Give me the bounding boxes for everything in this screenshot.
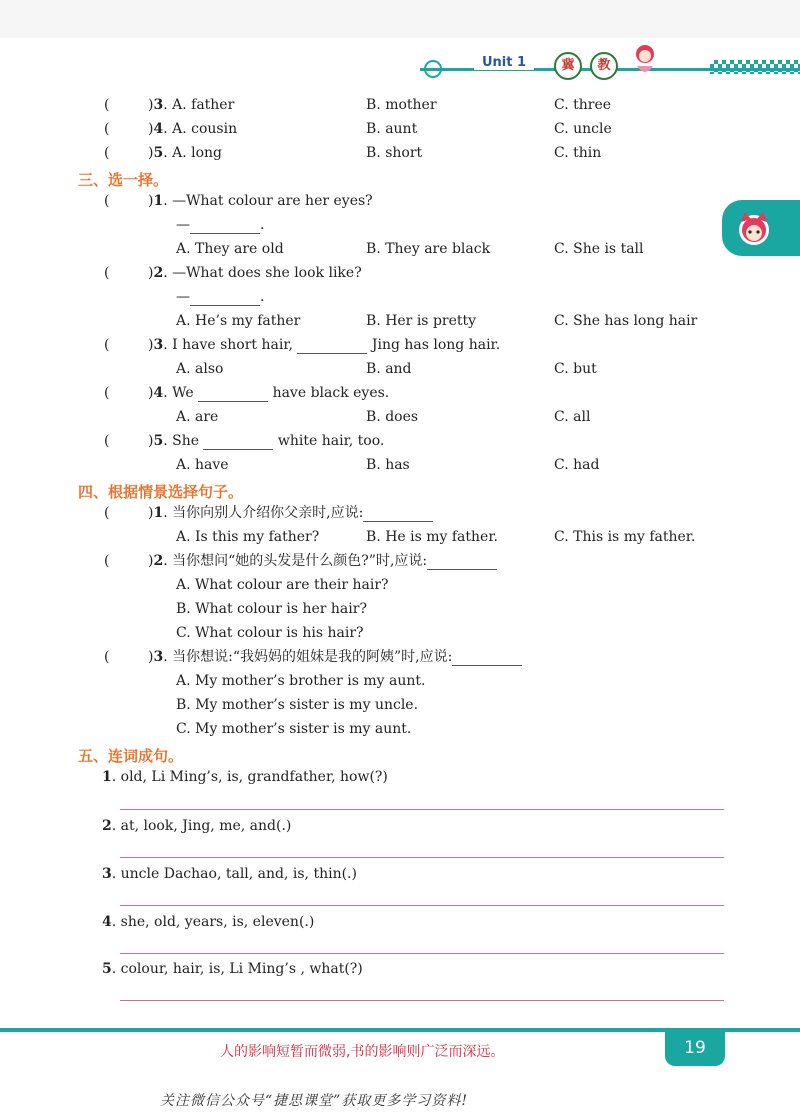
s5-item-1 bbox=[102, 768, 388, 786]
question: . —What colour are her eyes? bbox=[163, 193, 373, 209]
option-c: C. What colour is his hair? bbox=[176, 625, 364, 641]
option-c: C. all bbox=[554, 409, 591, 425]
option-b: B. does bbox=[366, 409, 419, 425]
question-pre: . I have short hair, bbox=[163, 337, 293, 353]
option-b: B. My mother’s sister is my uncle. bbox=[176, 697, 419, 713]
question-pre: . We bbox=[163, 385, 194, 401]
dash: — bbox=[176, 289, 190, 305]
option-c: C. She is tall bbox=[554, 241, 644, 257]
paren-close: ) bbox=[148, 505, 154, 521]
question-text bbox=[148, 504, 433, 522]
option-b: B. has bbox=[366, 457, 410, 473]
option-a: A. also bbox=[176, 361, 224, 377]
question: . 当你想问“她的头发是什么颜色?”时,应说: bbox=[163, 553, 428, 569]
unit-label: Unit 1 bbox=[474, 55, 534, 70]
option-a: A. cousin bbox=[172, 121, 238, 137]
option-c: C. uncle bbox=[554, 121, 612, 137]
item-number: 1 bbox=[153, 505, 164, 521]
option-b: B. and bbox=[366, 361, 412, 377]
paren-open: ( bbox=[104, 505, 110, 521]
option-c: C. She has long hair bbox=[554, 313, 698, 329]
paren-open: ( bbox=[104, 337, 110, 353]
checker-pattern bbox=[710, 60, 800, 74]
paren-open: ( bbox=[104, 193, 110, 209]
question-post: Jing has long hair. bbox=[371, 337, 501, 353]
s3-q1-answer: — . bbox=[176, 217, 265, 233]
page-number: 19 bbox=[665, 1030, 725, 1066]
option-a: A. long bbox=[172, 145, 223, 161]
answer-blank[interactable] bbox=[203, 435, 273, 450]
question-post: have black eyes. bbox=[272, 385, 390, 401]
footer-motto: 人的影响短暂而微弱,书的影响则广泛而深远。 bbox=[220, 1044, 505, 1060]
option-a: A. Is this my father? bbox=[176, 529, 320, 545]
option-b: B. They are black bbox=[366, 241, 491, 257]
paren-open: ( bbox=[104, 97, 110, 113]
item-number: 5 bbox=[153, 145, 164, 161]
answer-line-1[interactable] bbox=[120, 809, 724, 810]
section5-title: 五、连词成句。 bbox=[78, 747, 184, 765]
item-number: 3 bbox=[153, 649, 164, 665]
dash: — bbox=[176, 217, 190, 233]
answer-blank[interactable] bbox=[190, 291, 260, 306]
question-text bbox=[148, 264, 362, 282]
item-body: )4. A. cousin bbox=[148, 121, 238, 137]
paren-close: ) bbox=[148, 193, 154, 209]
paren-open: ( bbox=[104, 385, 110, 401]
badge-jiao: 教 bbox=[590, 52, 618, 80]
paren-open: ( bbox=[104, 265, 110, 281]
words: . old, Li Ming’s, is, grandfather, how(?) bbox=[111, 769, 388, 785]
paren-close: ) bbox=[148, 145, 154, 161]
question: . 当你向别人介绍你父亲时,应说: bbox=[163, 505, 364, 521]
s5-item-2 bbox=[102, 817, 291, 835]
question-text bbox=[148, 336, 500, 354]
option-b: B. What colour is her hair? bbox=[176, 601, 367, 617]
words: . uncle Dachao, tall, and, is, thin(.) bbox=[111, 866, 357, 882]
option-a: A. They are old bbox=[176, 241, 284, 257]
paren-open: ( bbox=[104, 433, 110, 449]
question: . —What does she look like? bbox=[163, 265, 362, 281]
item-number: 3 bbox=[153, 97, 164, 113]
option-c: C. had bbox=[554, 457, 600, 473]
paren-open: ( bbox=[104, 553, 110, 569]
answer-line-2[interactable] bbox=[120, 857, 724, 858]
answer-blank[interactable] bbox=[363, 507, 433, 522]
option-b: B. He is my father. bbox=[366, 529, 498, 545]
section4-title: 四、根据情景选择句子。 bbox=[78, 483, 244, 501]
option-a: A. What colour are their hair? bbox=[176, 577, 389, 593]
answer-line-3[interactable] bbox=[120, 905, 724, 906]
words: . at, look, Jing, me, and(.) bbox=[111, 818, 292, 834]
option-a: A. have bbox=[176, 457, 229, 473]
page-header bbox=[420, 52, 800, 82]
section3-title: 三、选一择。 bbox=[78, 171, 169, 189]
item-number: 4 bbox=[102, 914, 112, 930]
question-text bbox=[148, 432, 384, 450]
option-b: B. aunt bbox=[366, 121, 418, 137]
paren-close: ) bbox=[148, 121, 154, 137]
paren-close: ) bbox=[148, 337, 154, 353]
answer-line-5[interactable] bbox=[120, 1000, 724, 1001]
item-number: 3 bbox=[102, 866, 112, 882]
paren-open: ( bbox=[104, 121, 110, 137]
cat-mascot-icon bbox=[734, 208, 774, 248]
option-c: C. This is my father. bbox=[554, 529, 696, 545]
words: . she, old, years, is, eleven(.) bbox=[111, 914, 315, 930]
answer-line-4[interactable] bbox=[120, 953, 724, 954]
answer-blank[interactable] bbox=[190, 219, 260, 234]
item-number: 4 bbox=[153, 385, 164, 401]
question-post: white hair, too. bbox=[277, 433, 385, 449]
question: . 当你想说:“我妈妈的姐妹是我的阿姨”时,应说: bbox=[163, 649, 453, 665]
paren-close: ) bbox=[148, 649, 154, 665]
question-text bbox=[148, 552, 497, 570]
item-number: 5 bbox=[153, 433, 164, 449]
option-b: B. Her is pretty bbox=[366, 313, 477, 329]
answer-blank[interactable] bbox=[452, 651, 522, 666]
question-text bbox=[148, 648, 522, 666]
paren-open: ( bbox=[104, 649, 110, 665]
s3-q2-answer: — . bbox=[176, 289, 265, 305]
option-b: B. short bbox=[366, 145, 423, 161]
item-number: 4 bbox=[153, 121, 164, 137]
side-tab bbox=[722, 200, 800, 256]
header-curl-icon bbox=[424, 60, 442, 78]
option-a: A. are bbox=[176, 409, 219, 425]
watermark-text: 关注微信公众号“捷思课堂”获取更多学习资料! bbox=[160, 1093, 468, 1109]
item-number: 2 bbox=[102, 818, 112, 834]
item-number: 3 bbox=[153, 337, 164, 353]
paren-close: ) bbox=[148, 553, 154, 569]
paren-close: ) bbox=[148, 385, 154, 401]
top-band bbox=[0, 0, 800, 38]
paren-close: ) bbox=[148, 433, 154, 449]
question-text bbox=[148, 384, 389, 402]
option-a: A. My mother’s brother is my aunt. bbox=[176, 673, 426, 689]
option-c: C. three bbox=[554, 97, 612, 113]
item-number: 2 bbox=[153, 265, 164, 281]
option-c: C. but bbox=[554, 361, 597, 377]
option-a: A. father bbox=[172, 97, 235, 113]
s5-item-5 bbox=[102, 960, 363, 978]
item-number: 5 bbox=[102, 961, 112, 977]
item-number: 1 bbox=[102, 769, 112, 785]
option-c: C. My mother’s sister is my aunt. bbox=[176, 721, 412, 737]
option-b: B. mother bbox=[366, 97, 437, 113]
option-c: C. thin bbox=[554, 145, 602, 161]
item-number: 2 bbox=[153, 553, 164, 569]
answer-blank[interactable] bbox=[427, 555, 497, 570]
answer-blank[interactable] bbox=[297, 339, 367, 354]
item-body: )3. A. father bbox=[148, 97, 235, 113]
option-a: A. He’s my father bbox=[176, 313, 301, 329]
question-pre: . She bbox=[163, 433, 200, 449]
paren-open: ( bbox=[104, 145, 110, 161]
s5-item-4 bbox=[102, 913, 314, 931]
paren-close: ) bbox=[148, 265, 154, 281]
paren-close: ) bbox=[148, 97, 154, 113]
answer-blank[interactable] bbox=[198, 387, 268, 402]
item-body: )5. A. long bbox=[148, 145, 223, 161]
badge-ji: 冀 bbox=[554, 52, 582, 80]
words: . colour, hair, is, Li Ming’s , what(?) bbox=[111, 961, 363, 977]
question-text bbox=[148, 192, 373, 210]
s5-item-3 bbox=[102, 865, 357, 883]
item-number: 1 bbox=[153, 193, 164, 209]
girl-mascot-icon bbox=[625, 40, 665, 80]
